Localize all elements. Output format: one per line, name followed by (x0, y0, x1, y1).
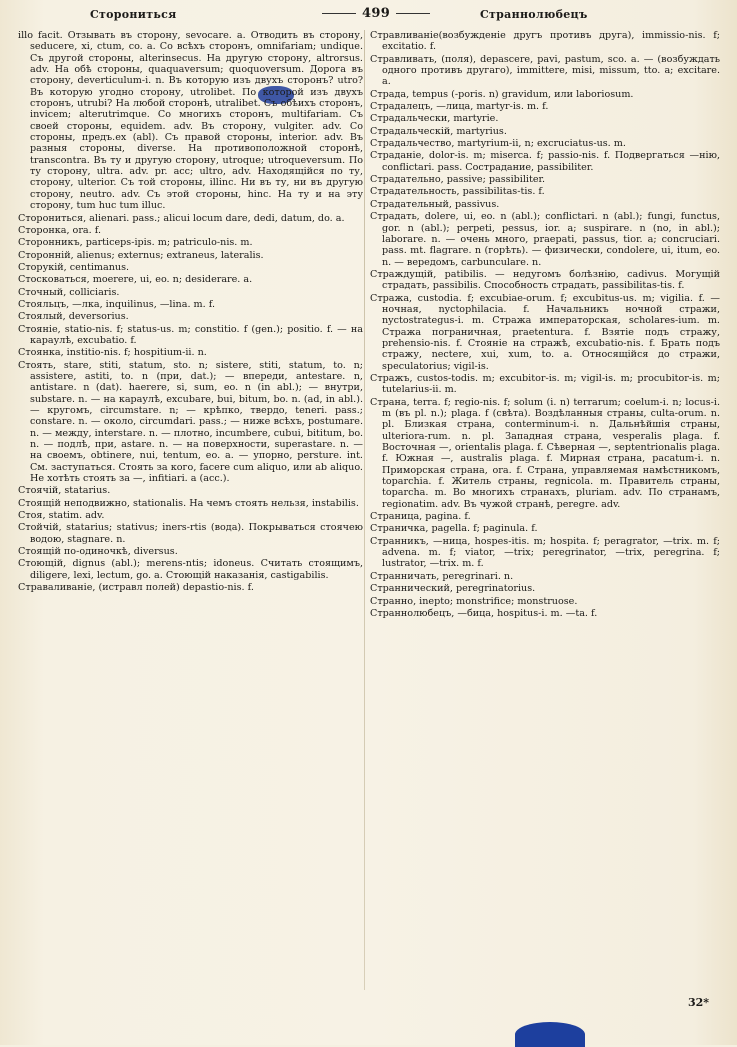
dictionary-entry: Сторукій, centimanus. (18, 261, 130, 273)
dictionary-entry: Стравливаніе(возбужденіе другъ противъ друга), immissio-nis. f; excitatio. f. (370, 30, 720, 53)
dictionary-entry: Стоящій по-одиночкѣ, diversus. (18, 546, 178, 558)
dictionary-entry: Страдать, dolere, ui, eo. n (abl.); conflictari. n (abl.); fungi, functus, gor. n (abl.); perpeti, pessus, ior. a; suspirare. n (no, in abl.); laborare. n. — очень много, praepati, passus, tior. a; concruciari. pass. mt. flagrare. n (горѣть). — физически, condolere, ui, itum, eo. n. — вередомъ, carbunculare. n. (370, 211, 720, 268)
dictionary-entry: Страничка, pagella. f; paginula. f. (370, 523, 538, 535)
left-column (18, 30, 363, 595)
dictionary-entry: Сторонникъ, particeps-ipis. m; patriculo-nis. m. (18, 237, 253, 249)
dictionary-entry: Страна, terra. f; regio-nis. f; solum (i. n) terrarum; coelum-i. n; locus-i. m (въ pl. n.); plaga. f (свѣта). Воздѣланныя страны, culta-orum. n. pl. Близкая страна, conterminum-i. n. Дальнѣйшія страны, ulteriora-rum. n. pl. Западная страна, vesperalis plaga. f. Восточная —, orientalis plaga. f. Сѣверная —, septentrionalis plaga. f. Южная —, australis plaga. f. Мирная страна, pacatum-i. n. Приморская страна, ora. f. Страна, управляемая намѣстникомъ, toparchia. f. Житель страны, regnicola. m. Правитель страны, toparcha. m. Во многихъ странахъ, pluriam. adv. По странамъ, regionatim. adv. Въ чужой странѣ, peregre. adv. (370, 396, 720, 510)
right-column (370, 30, 720, 620)
dictionary-entry: Стоя, statim. adv. (18, 510, 105, 522)
dictionary-entry: Стоять, stare, stiti, statum, sto. n; sistere, stiti, statum, to. n; assistere, astiti, to. n (при, dat.); — впереди, antestare. n, antistare. n (dat). haerere, si, sum, eo. n (in abl.); — внутри, substare. n. — на караулѣ, excubare, bui, bitum, bo. n. (ad, in abl.). — кругомъ, circumstare. n; — крѣпко, твердо, teneri. pass.; constare. n. — около, circumdari. pass.; — ниже всѣхъ, postumare. n. — между, interstare. n. — плотно, incumbere, cubui, bititum, bo. n. — подлѣ, при, astare. n. — на поверхности, superastare. n. — на своемъ, obtinere, nui, tentum, eo. a. — упорно, persture. int. См. заступаться. Стоять за кого, facere cum aliquo, или ab aliquo. Не хотѣть стоять за —, infitiari. a (acc.). (18, 359, 363, 485)
dictionary-entry: Стояніе, statio-nis. f; status-us. m; constitio. f (gen.); positio. f. — на караулѣ, excubatio. f. (18, 323, 363, 346)
header-left-word: Сторониться (90, 8, 177, 21)
dictionary-entry: Странно, inepto; monstrifice; monstruose. (370, 595, 578, 607)
dictionary-entry: Стоянка, institio-nis. f; hospitium-ii. n. (18, 347, 207, 359)
dictionary-entry: Стравливать, (поля), depascere, pavi, pastum, sco. a. — (возбуждать одного противъ другаго), immittere, misi, missum, tto. a; excitare. a. (370, 53, 720, 88)
dictionary-entry: Сторонка, ora. f. (18, 224, 101, 236)
dictionary-entry: Страданіе, dolor-is. m; miserca. f; passio-nis. f. Подвергаться —нію, conflictari. pass. Сострадание, passibiliter. (370, 150, 720, 173)
dictionary-entry: Страваливаніе, (истравл полей) depastio-nis. f. (18, 582, 254, 594)
dictionary-entry: Сточный, colliciaris. (18, 286, 120, 298)
page-number: 499 (316, 6, 436, 21)
dictionary-entry: Страждущій, patibilis. — недугомъ болѣзнію, cadivus. Могущій страдать, passibilis. Способность страдать, passibilitas-tis. f. (370, 268, 720, 292)
dictionary-entry: Страдательный, passivus. (370, 198, 500, 210)
page-header (0, 4, 737, 26)
column-divider (364, 30, 365, 990)
dictionary-entry: Страннический, peregrinatorius. (370, 583, 536, 595)
dictionary-entry: Страннолюбецъ, —бица, hospitus-i. m. —ta. f. (370, 607, 598, 619)
dictionary-entry: Страдальчество, martyrium-ii, n; excruciatus-us. m. (370, 138, 626, 150)
signature-mark: 32* (688, 996, 710, 1009)
ink-stain (515, 1022, 585, 1047)
dictionary-entry: Стойчій, statarius; stativus; iners-rtis (вода). Покрываться стоячею водою, stagnare. n. (18, 522, 363, 545)
dictionary-entry: Стосковаться, moerere, ui, eo. n; desiderare. a. (18, 274, 253, 286)
dictionary-entry: Страдальческій, martyrius. (370, 125, 507, 137)
dictionary-entry: Странничать, peregrinari. n. (370, 570, 514, 582)
dictionary-entry: Странникъ, —ница, hospes-itis. m; hospita. f; peragrator, —trix. m. f; advena. m. f; viator, —trix; peregrinator, —trix, peregrina. f; lustrator, —trix. m. f. (370, 535, 720, 570)
dictionary-entry: Стоющій, dignus (abl.); merens-ntis; idoneus. Считать стоящимъ, diligere, lexi, lectum, go. a. Стоющій наказанія, castigabilis. (18, 558, 363, 581)
dictionary-entry: Сторонній, alienus; externus; extraneus, lateralis. (18, 249, 264, 261)
dictionary-entry: Страдательно, passive; passibiliter. (370, 174, 546, 186)
dictionary-entry: Страдательность, passibilitas-tis. f. (370, 186, 545, 198)
dictionary-entry: Стоячій, statarius. (18, 485, 111, 497)
dictionary-entry: Стояльцъ, —лка, inquilinus, —lina. m. f. (18, 298, 216, 310)
dictionary-entry: Страдальчески, martyrie. (370, 113, 499, 125)
dictionary-entry: illo facit. Отзывать въ сторону, sevocare. a. Отводить въ сторону, seducere, xi, ctum, co. a. Со всѣхъ сторонъ, omnifariam; undique. Съ другой стороны, alterinsecus. На другую сторону, altrorsus. adv. На обѣ стороны, quaquaversum; quoquoversum. Дорога въ сторону, deverticulum-i. n. Въ которую изъ двухъ сторонъ? utro? Въ которую угодно сторону, utrolibet. По которой изъ двухъ сторонъ, utrubi? На любой сторонѣ, utralibet. Съ обѣихъ сторонъ, invicem; alterutrimque. Со многихъ сторонъ, multifariam. Съ своей стороны, equidem. adv. Въ сторону, vulgiter. adv. Со стороны, предъ.ех (abl). Съ правой стороны, interior. adv. Въ разныя стороны, diverse. На противоположной сторонѣ, transcontra. Въ ту и другую сторону, utroque; utroqueversum. По ту сторону, ultra. adv. pr. acc; ultro, adv. Находящійся по ту, сторону, ulterior. Съ той стороны, illinc. Ни въ ту, ни въ другую сторону, neutro. adv. Съ этой стороны, hinc. На ту и на эту сторону, tum huc tum illuc. (18, 30, 363, 212)
dictionary-entry: Стоялый, deversorius. (18, 311, 129, 323)
dictionary-entry: Стражъ, custos-todis. m; excubitor-is. m; vigil-is. m; procubitor-is. m; tutelarius-ii. m. (370, 372, 720, 396)
dictionary-entry: Стоящій неподвижно, stationalis. На чемъ стоять нельзя, instabilis. (18, 497, 359, 509)
dictionary-entry: Страда, tempus (-poris. n) gravidum, или laboriosum. (370, 88, 634, 100)
dictionary-entry: Стража, custodia. f; excubiae-orum. f; excubitus-us. m; vigilia. f. — ночная, nyctophilacia. f. Начальникъ ночной стражи, nyctostrategus-i. m. Стража императорская, scholares-ium. m. Стража пограничная, praetentura. f. Взятіе подъ стражу, prehensio-nis. f. Стояніе на стражѣ, excubatio-nis. f. Брать подъ стражу, nectere, xui, xum, to. a. Относящійся до стражи, speculatorius; vigil-is. (370, 292, 720, 372)
dictionary-entry: Сторониться, alienari. pass.; alicui locum dare, dedi, datum, do. a. (18, 212, 345, 224)
dictionary-entry: Страдалецъ, —лица, martyr-is. m. f. (370, 101, 549, 113)
dictionary-entry: Страница, pagina. f. (370, 511, 471, 523)
header-right-word: Страннолюбецъ (480, 8, 588, 21)
